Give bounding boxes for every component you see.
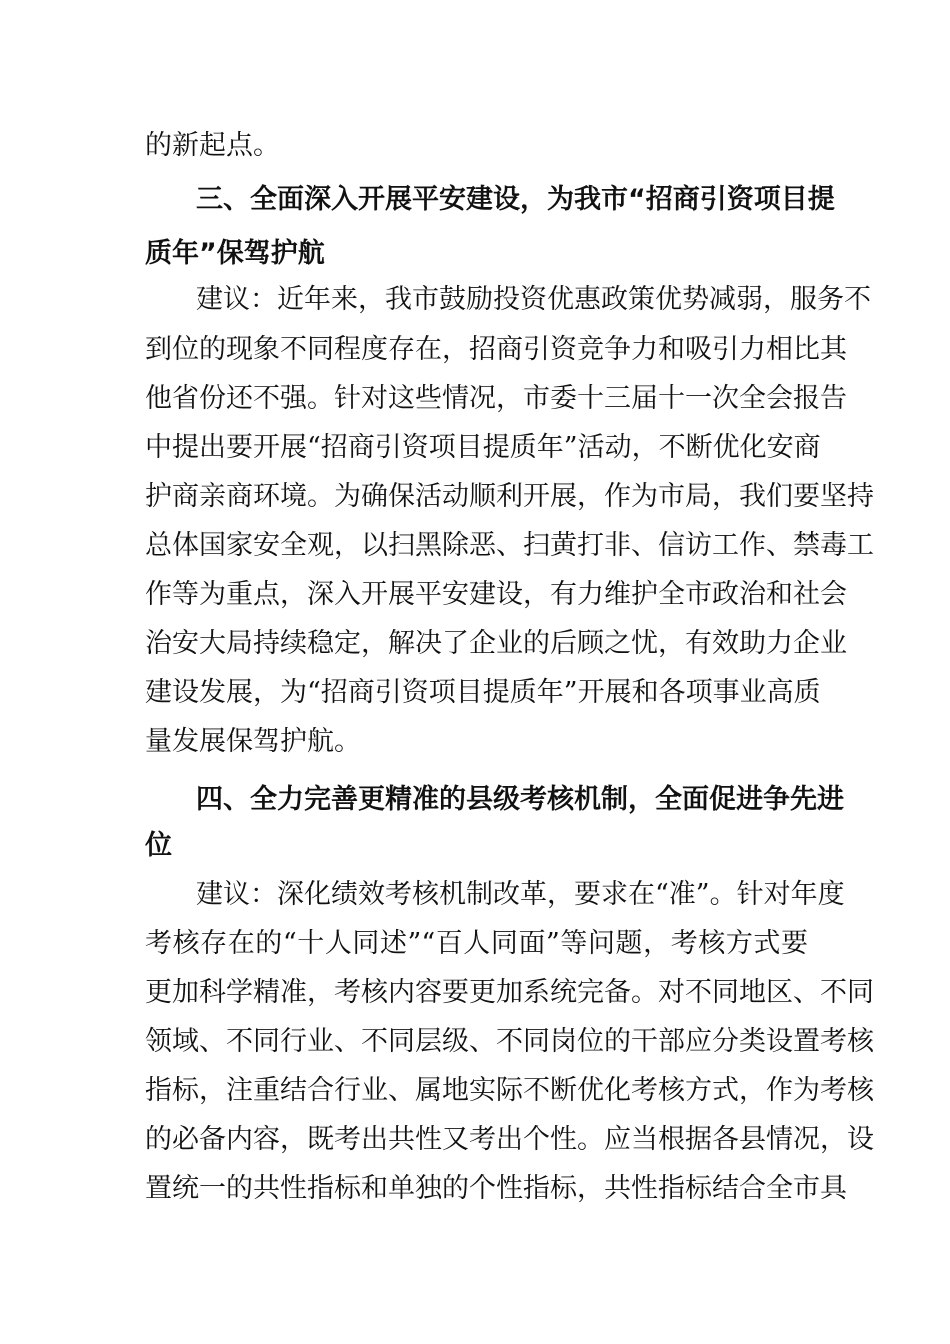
paragraph-line: 到位的现象不同程度存在，招商引资竞争力和吸引力相比其 — [145, 334, 847, 365]
paragraph-line: 治安大局持续稳定，解决了企业的后顾之忧，有效助力企业 — [145, 628, 847, 659]
paragraph-line: 护商亲商环境。为确保活动顺利开展，作为市局，我们要坚持 — [145, 481, 874, 512]
section-heading-3-cont: 质年”保驾护航 — [145, 238, 325, 269]
paragraph-line: 中提出要开展“招商引资项目提质年”活动，不断优化安商 — [145, 432, 821, 463]
paragraph-line: 更加科学精准，考核内容要更加系统完备。对不同地区、不同 — [145, 977, 874, 1008]
paragraph-line: 考核存在的“十人同述”“百人同面”等问题，考核方式要 — [145, 928, 808, 959]
paragraph-line: 总体国家安全观，以扫黑除恶、扫黄打非、信访工作、禁毒工 — [145, 530, 874, 561]
section-heading-4-cont: 位 — [145, 830, 172, 861]
paragraph-line: 指标，注重结合行业、属地实际不断优化考核方式，作为考核 — [145, 1075, 874, 1106]
paragraph-line: 的必备内容，既考出共性又考出个性。应当根据各县情况，设 — [145, 1124, 874, 1155]
paragraph-line: 建议：近年来，我市鼓励投资优惠政策优势减弱，服务不 — [196, 284, 871, 315]
paragraph-line: 置统一的共性指标和单独的个性指标，共性指标结合全市具 — [145, 1173, 847, 1204]
paragraph-line: 的新起点。 — [145, 130, 280, 161]
paragraph-line: 建议：深化绩效考核机制改革，要求在“准”。针对年度 — [196, 879, 845, 910]
paragraph-line: 他省份还不强。针对这些情况，市委十三届十一次全会报告 — [145, 383, 847, 414]
paragraph-line: 作等为重点，深入开展平安建设，有力维护全市政治和社会 — [145, 579, 847, 610]
section-heading-3: 三、全面深入开展平安建设，为我市“招商引资项目提 — [196, 184, 835, 215]
paragraph-line: 建设发展，为“招商引资项目提质年”开展和各项事业高质 — [145, 677, 821, 708]
paragraph-line: 量发展保驾护航。 — [145, 726, 361, 757]
section-heading-4: 四、全力完善更精准的县级考核机制，全面促进争先进 — [196, 784, 844, 815]
paragraph-line: 领域、不同行业、不同层级、不同岗位的干部应分类设置考核 — [145, 1026, 874, 1057]
